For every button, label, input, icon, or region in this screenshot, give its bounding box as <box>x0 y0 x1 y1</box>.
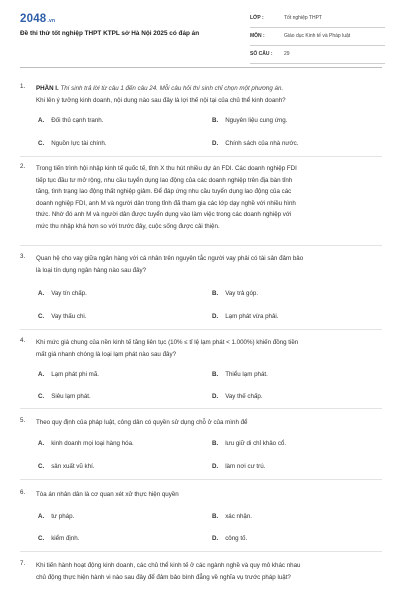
option-c[interactable] <box>38 463 95 470</box>
question-line: Quan hệ cho vay giữa ngân hàng với cá nhân trên nguyên tắc người vay phải có tài sản đảm bảo <box>36 255 304 262</box>
option-text: tư pháp. <box>51 513 75 520</box>
question-text <box>36 253 378 276</box>
question-stem: Tòa án nhân dân là cơ quan xét xử thực hiện quyền <box>36 491 179 498</box>
option-c[interactable] <box>38 393 91 400</box>
part-label: PHẦN I. <box>36 85 59 92</box>
option-d[interactable] <box>212 535 247 542</box>
question-divider <box>20 408 382 409</box>
option-letter: B. <box>212 513 219 520</box>
question-number: 1. <box>20 83 26 90</box>
option-letter: C. <box>38 535 45 542</box>
option-c[interactable] <box>38 535 79 542</box>
question-line: Trong tiến trình hội nhập kinh tế quốc tế, tỉnh X thu hút nhiều dự án FDI. Các doanh nghiệp FDI <box>36 165 297 172</box>
option-letter: A. <box>38 290 45 297</box>
option-text: Nguyên liệu cung ứng. <box>225 117 288 124</box>
option-d[interactable] <box>212 393 263 400</box>
meta-label: MÔN : <box>250 33 265 39</box>
option-letter: A. <box>38 440 45 447</box>
site-logo[interactable] <box>20 13 55 25</box>
option-text: Vay tín chấp. <box>51 290 87 297</box>
option-letter: A. <box>38 117 45 124</box>
question-line: doanh nghiệp FDI, anh M và người dân trong tỉnh đã tham gia các lớp dạy nghề với nhiều hình <box>36 199 296 207</box>
option-letter: C. <box>38 313 45 320</box>
question-divider <box>20 329 382 330</box>
meta-value: Tốt nghiệp THPT <box>284 15 322 21</box>
question-text <box>36 163 378 232</box>
option-letter: D. <box>212 140 219 147</box>
option-letter: D. <box>212 463 219 470</box>
option-b[interactable] <box>212 440 286 447</box>
option-b[interactable] <box>212 371 268 378</box>
option-a[interactable] <box>38 290 87 297</box>
option-letter: C. <box>38 393 45 400</box>
question-line: Khi mức giá chung của nền kinh tế tăng liên tục (10% ≤ tỉ lệ lạm phát < 1.000%) khiến đồng tiền <box>36 339 299 346</box>
option-letter: A. <box>38 513 45 520</box>
option-text: kiểm định. <box>51 535 80 542</box>
meta-value: 29 <box>284 51 290 57</box>
question-stem: Theo quy định của pháp luật, công dân có quyền sử dụng chỗ ở của mình để <box>36 419 248 426</box>
option-letter: D. <box>212 393 219 400</box>
question-number: 4. <box>20 337 26 344</box>
option-letter: A. <box>38 371 45 378</box>
option-letter: B. <box>212 371 219 378</box>
meta-row-count <box>250 49 385 64</box>
question-text <box>36 417 378 429</box>
question-divider <box>20 156 382 157</box>
question-divider <box>20 245 382 246</box>
question-text <box>36 560 378 583</box>
question-text <box>36 489 378 501</box>
option-text: Thiểu lạm phát. <box>225 371 268 378</box>
option-letter: D. <box>212 535 219 542</box>
option-a[interactable] <box>38 513 74 520</box>
question-number: 6. <box>20 489 26 496</box>
question-line: tăng, tình trạng lao động thất nghiệp giảm. Để đáp ứng nhu cầu tuyển dụng lao động của các <box>36 188 292 195</box>
question-line: Khi tiến hành hoạt động kinh doanh, các chủ thể kinh tế ở các ngành nghề và quy mô khác nhau <box>36 562 301 569</box>
meta-label: LỚP : <box>250 15 264 21</box>
option-text: công tố. <box>225 535 248 542</box>
option-letter: C. <box>38 463 45 470</box>
logo-suffix: .vn <box>47 18 56 24</box>
question-number: 5. <box>20 417 26 424</box>
question-text <box>36 337 378 360</box>
meta-label: SỐ CÂU : <box>250 51 273 57</box>
option-a[interactable] <box>38 117 103 124</box>
part-instructions: Thí sinh trả lời từ câu 1 đến câu 24. Mỗi câu hỏi thí sinh chỉ chọn một phương án. <box>60 85 284 92</box>
option-text: kinh doanh mọi loại hàng hóa. <box>51 440 134 447</box>
question-line: tiếp tục đầu tư mở rộng, nhu cầu tuyển dụng lao động của các doanh nghiệp trên địa bàn tỉnh <box>36 176 293 184</box>
question-line: thức. Nhờ đó anh M và người dân được tuyển dụng vào làm việc trong các doanh nghiệp với <box>36 211 292 218</box>
option-b[interactable] <box>212 117 287 124</box>
document-title: Đề thi thử tốt nghiệp THPT KTPL sở Hà Nội 2025 có đáp án <box>20 30 200 37</box>
option-text: xác nhận. <box>225 513 253 520</box>
exam-meta <box>250 13 385 67</box>
option-text: sản xuất vũ khí. <box>51 463 95 470</box>
question-line: chủ động thực hiện hành vi nào sau đây để đảm bảo bình đẳng về nghĩa vụ trước pháp luật? <box>36 573 291 581</box>
option-text: Nguồn lực tài chính. <box>51 140 107 147</box>
option-letter: B. <box>212 117 219 124</box>
option-a[interactable] <box>38 440 134 447</box>
option-d[interactable] <box>212 313 279 320</box>
option-text: làm nơi cư trú. <box>225 463 266 470</box>
option-d[interactable] <box>212 140 298 147</box>
logo-text: 2048 <box>20 13 47 25</box>
option-text: Siêu lạm phát. <box>51 393 91 400</box>
question-text <box>36 83 378 106</box>
meta-row-class <box>250 13 385 28</box>
question-divider <box>20 551 382 552</box>
question-line: mức thu nhập khá hơn so với trước đây, cuộc sống được cải thiện. <box>36 222 220 230</box>
meta-row-subject <box>250 31 385 46</box>
question-number: 7. <box>20 560 26 567</box>
header-divider <box>20 67 382 68</box>
option-c[interactable] <box>38 140 107 147</box>
question-line: mất giá nhanh chóng là loại lạm phát nào sau đây? <box>36 350 177 358</box>
option-letter: B. <box>212 440 219 447</box>
option-text: Vay trả góp. <box>225 290 259 297</box>
question-stem: Khi lên ý tưởng kinh doanh, nội dung nào sau đây là lợi thế nội tại của chủ thể kinh doanh? <box>36 96 286 104</box>
option-text: Vay thấu chi. <box>51 313 87 320</box>
question-number: 2. <box>20 163 26 170</box>
question-line: là loại tín dụng ngân hàng nào sau đây? <box>36 266 147 274</box>
meta-value: Giáo dục Kinh tế và Pháp luật <box>284 33 351 39</box>
option-letter: C. <box>38 140 45 147</box>
option-text: Chính sách của nhà nước. <box>225 140 299 147</box>
option-letter: D. <box>212 313 219 320</box>
question-number: 3. <box>20 253 26 260</box>
option-text: Vay thế chấp. <box>225 393 263 400</box>
option-a[interactable] <box>38 371 99 378</box>
option-b[interactable] <box>212 513 252 520</box>
option-c[interactable] <box>38 313 87 320</box>
option-text: Lạm phát vừa phải. <box>225 313 279 320</box>
option-d[interactable] <box>212 463 265 470</box>
option-text: Đối thủ cạnh tranh. <box>51 117 104 124</box>
option-text: lưu giữ di chỉ khảo cổ. <box>225 440 287 447</box>
document-header <box>0 0 400 66</box>
question-divider <box>20 479 382 480</box>
option-b[interactable] <box>212 290 258 297</box>
option-letter: B. <box>212 290 219 297</box>
option-text: Lạm phát phi mã. <box>51 371 99 378</box>
